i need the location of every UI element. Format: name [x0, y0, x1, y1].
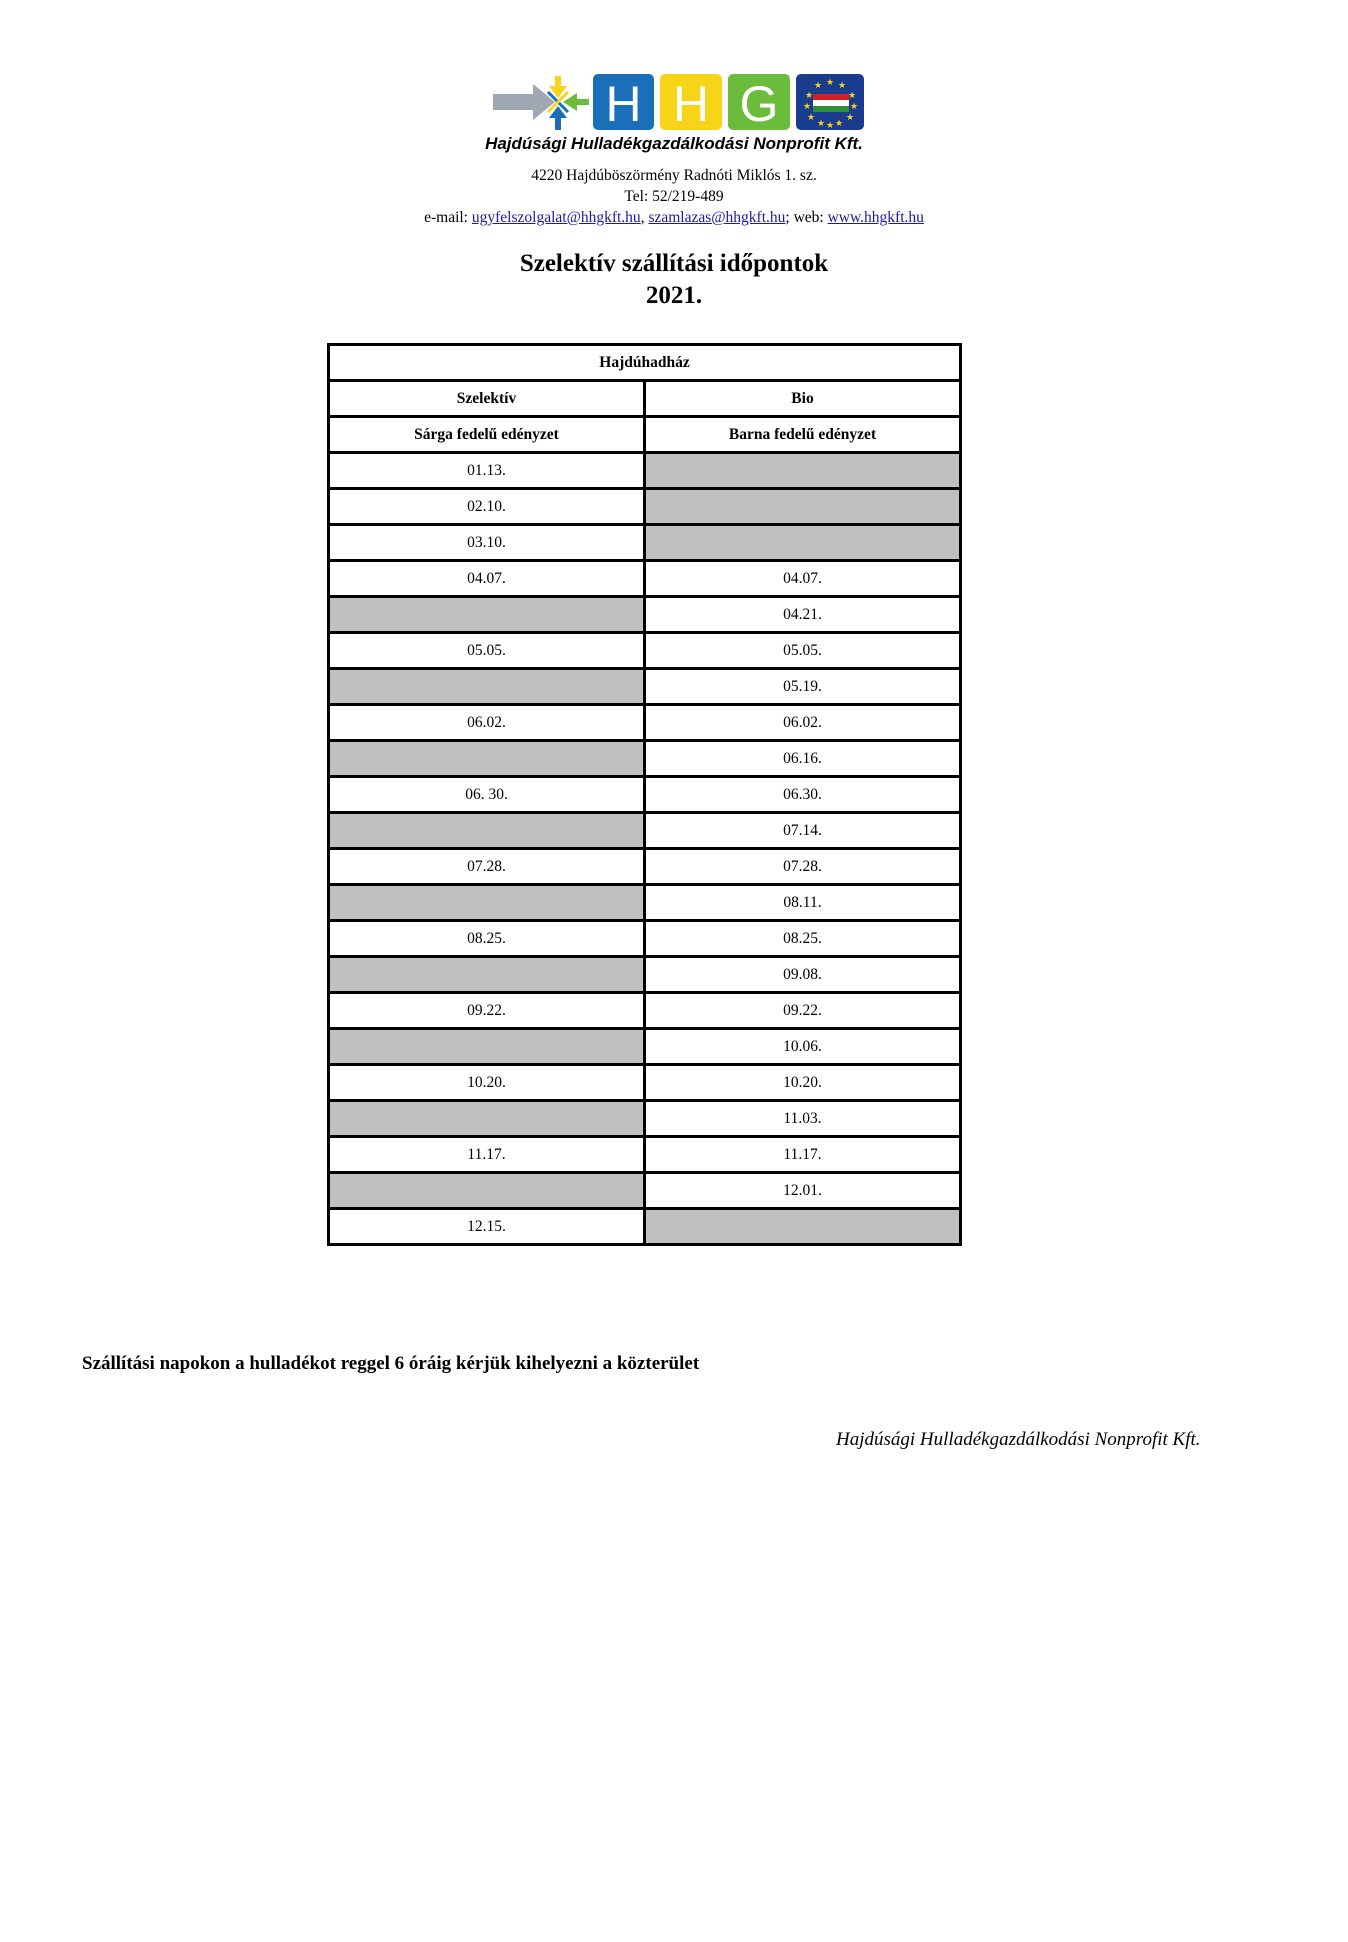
svg-text:★: ★: [834, 119, 844, 129]
table-row: [329, 705, 961, 741]
bio-date-cell: 06.16.: [645, 741, 961, 777]
table-row: [329, 849, 961, 885]
company-name: Hajdúsági Hulladékgazdálkodási Nonprofit Kft.: [485, 134, 863, 153]
bio-date-cell: 10.06.: [645, 1029, 961, 1065]
table-row: [329, 741, 961, 777]
table-row: [329, 1029, 961, 1065]
subheader-bio: Barna fedelű edényzet: [645, 417, 961, 453]
document-title: Szelektív szállítási időpontok: [519, 250, 829, 277]
subheader-selective: Sárga fedelű edényzet: [329, 417, 645, 453]
svg-text:★: ★: [813, 81, 823, 91]
svg-text:★: ★: [837, 81, 847, 91]
svg-text:★: ★: [806, 113, 816, 123]
table-row: [329, 561, 961, 597]
svg-text:★: ★: [845, 113, 855, 123]
table-row: [329, 957, 961, 993]
selective-date-cell: 01.13.: [329, 453, 645, 489]
selective-date-cell: 05.05.: [329, 633, 645, 669]
bio-date-cell: [645, 1209, 961, 1245]
selective-date-cell: 09.22.: [329, 993, 645, 1029]
phone: Tel: 52/219-489: [624, 188, 724, 205]
web-link[interactable]: www.hhgkft.hu: [827, 209, 924, 226]
svg-text:★: ★: [825, 78, 835, 88]
bio-date-cell: 09.08.: [645, 957, 961, 993]
bio-date-cell: 10.20.: [645, 1065, 961, 1101]
town-name: Hajdúhadház: [329, 345, 961, 381]
column-header-bio: Bio: [645, 381, 961, 417]
table-row: [329, 1209, 961, 1245]
selective-date-cell: 12.15.: [329, 1209, 645, 1245]
bio-date-cell: 12.01.: [645, 1173, 961, 1209]
table-row: [329, 1137, 961, 1173]
svg-text:★: ★: [825, 121, 835, 131]
arrows-snowflake-icon: [493, 76, 589, 130]
svg-text:★: ★: [849, 102, 859, 112]
table-row: [329, 777, 961, 813]
selective-date-cell: 04.07.: [329, 561, 645, 597]
bio-date-cell: 06.30.: [645, 777, 961, 813]
eu-hungary-flag-icon: [796, 74, 864, 131]
letter-h-yellow: [660, 74, 722, 132]
column-subheader-row: [329, 417, 961, 453]
svg-text:★: ★: [816, 119, 826, 129]
bio-date-cell: 08.25.: [645, 921, 961, 957]
column-header-selective: Szelektív: [329, 381, 645, 417]
selective-date-cell: [329, 813, 645, 849]
table-row: [329, 525, 961, 561]
table-row: [329, 633, 961, 669]
bio-date-cell: 05.19.: [645, 669, 961, 705]
bio-date-cell: 04.21.: [645, 597, 961, 633]
table-row: [329, 993, 961, 1029]
document-year: 2021.: [645, 282, 703, 309]
table-row: [329, 1101, 961, 1137]
selective-date-cell: 08.25.: [329, 921, 645, 957]
bio-date-cell: 07.28.: [645, 849, 961, 885]
bio-date-cell: 09.22.: [645, 993, 961, 1029]
selective-date-cell: [329, 1173, 645, 1209]
schedule-table: [327, 343, 962, 1246]
contact-line: e-mail: ugyfelszolgalat@hhgkft.hu, szamlazas@hhgkft.hu; web: www.hhgkft.hu: [424, 209, 924, 226]
svg-text:H: H: [672, 76, 710, 132]
table-row: [329, 1065, 961, 1101]
bio-date-cell: 08.11.: [645, 885, 961, 921]
letter-g-green: [728, 74, 790, 132]
selective-date-cell: [329, 669, 645, 705]
selective-date-cell: [329, 741, 645, 777]
selective-date-cell: 11.17.: [329, 1137, 645, 1173]
address: 4220 Hajdúböszörmény Radnóti Miklós 1. sz.: [531, 167, 817, 184]
email-link-support[interactable]: ugyfelszolgalat@hhgkft.hu: [471, 209, 641, 226]
email-link-billing[interactable]: szamlazas@hhgkft.hu: [648, 209, 786, 226]
signature: Hajdúsági Hulladékgazdálkodási Nonprofit Kft.: [836, 1429, 1201, 1450]
notice-text: Szállítási napokon a hulladékot reggel 6 óráig kérjük kihelyezni a közterület: [82, 1353, 700, 1374]
selective-date-cell: [329, 885, 645, 921]
column-header-row: [329, 381, 961, 417]
svg-text:★: ★: [802, 102, 812, 112]
selective-date-cell: 06. 30.: [329, 777, 645, 813]
table-row: [329, 813, 961, 849]
bio-date-cell: [645, 489, 961, 525]
selective-date-cell: [329, 597, 645, 633]
table-row: [329, 1173, 961, 1209]
hhg-logo: [493, 72, 865, 132]
bio-date-cell: 04.07.: [645, 561, 961, 597]
bio-date-cell: 05.05.: [645, 633, 961, 669]
svg-text:H: H: [605, 76, 642, 132]
bio-date-cell: 11.17.: [645, 1137, 961, 1173]
selective-date-cell: [329, 957, 645, 993]
bio-date-cell: 11.03.: [645, 1101, 961, 1137]
table-row: [329, 921, 961, 957]
selective-date-cell: 07.28.: [329, 849, 645, 885]
selective-date-cell: 02.10.: [329, 489, 645, 525]
bio-date-cell: 07.14.: [645, 813, 961, 849]
bio-date-cell: 06.02.: [645, 705, 961, 741]
selective-date-cell: [329, 1101, 645, 1137]
selective-date-cell: 10.20.: [329, 1065, 645, 1101]
selective-date-cell: 03.10.: [329, 525, 645, 561]
bio-date-cell: [645, 525, 961, 561]
table-row: [329, 669, 961, 705]
svg-text:★: ★: [847, 91, 857, 101]
svg-text:★: ★: [804, 91, 814, 101]
letter-h-blue: [593, 74, 654, 132]
table-row: [329, 489, 961, 525]
bio-date-cell: [645, 453, 961, 489]
table-row: [329, 453, 961, 489]
selective-date-cell: 06.02.: [329, 705, 645, 741]
email-label: e-mail:: [424, 209, 468, 226]
svg-text:G: G: [739, 76, 779, 132]
town-row: [329, 345, 961, 381]
table-row: [329, 597, 961, 633]
selective-date-cell: [329, 1029, 645, 1065]
table-row: [329, 885, 961, 921]
web-label: web:: [793, 209, 824, 226]
